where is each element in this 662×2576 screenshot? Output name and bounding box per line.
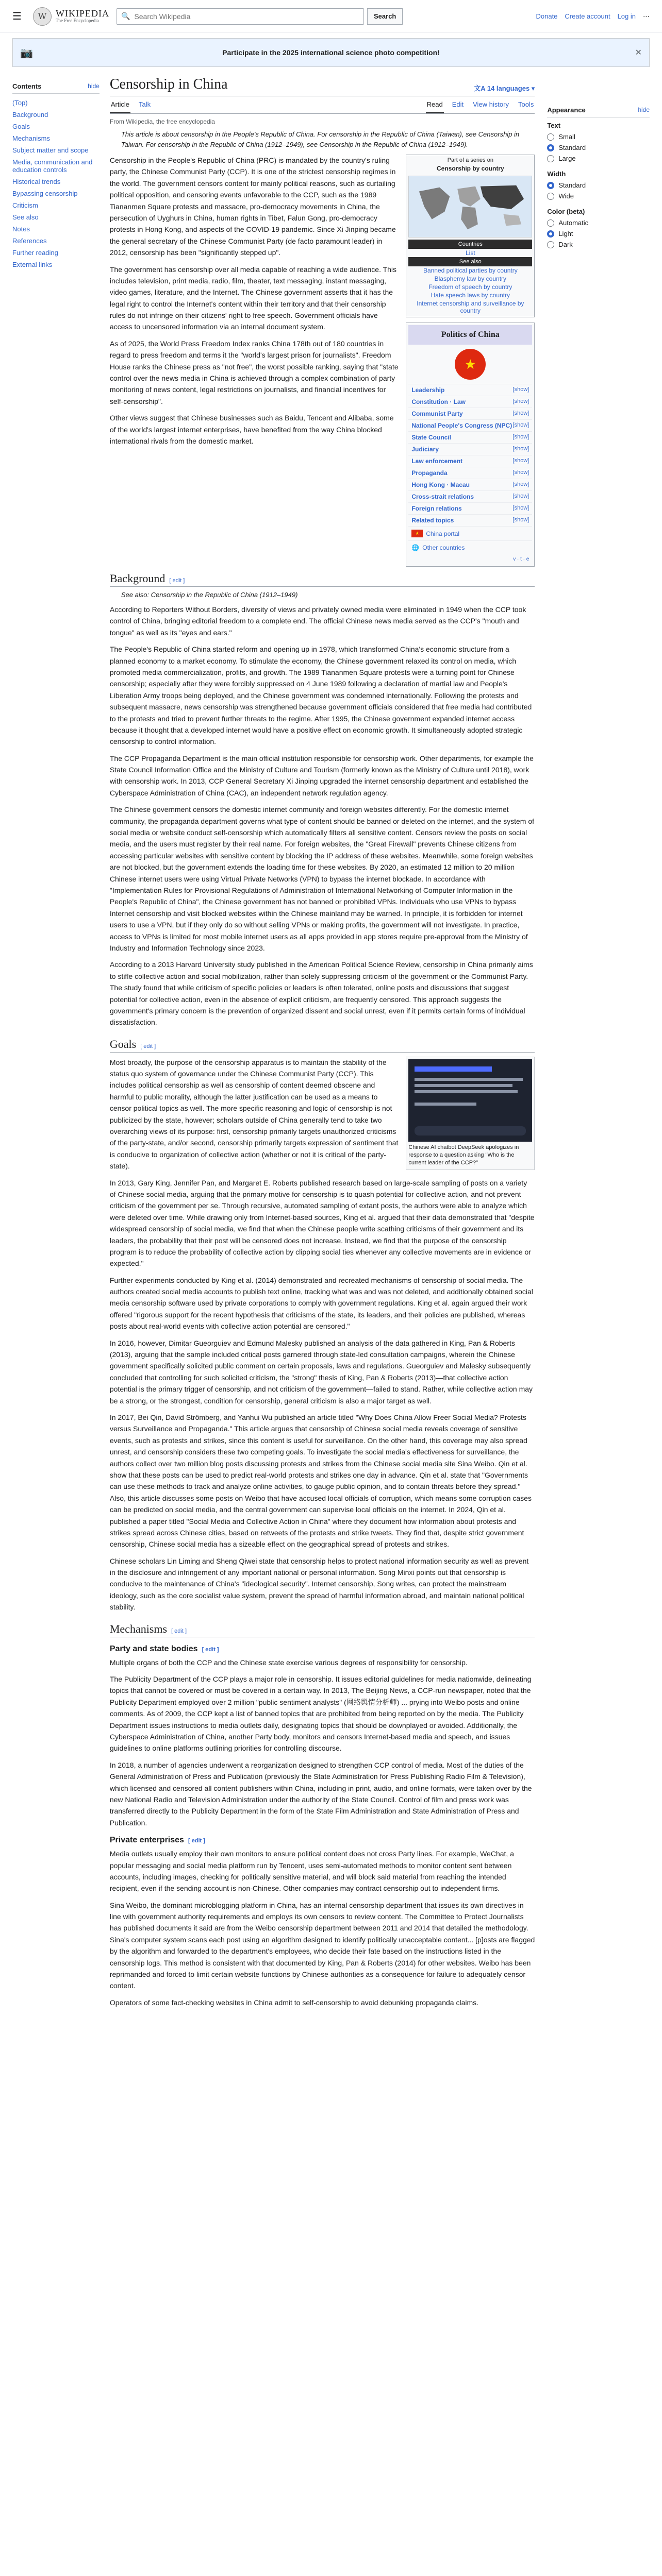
deepseek-screenshot-figure [406, 1057, 535, 1170]
politics-row[interactable] [408, 384, 532, 396]
edit-section-link[interactable]: [ edit ] [188, 1838, 205, 1844]
color-label: Color (beta) [547, 208, 585, 215]
politics-row[interactable] [408, 443, 532, 455]
toc-item[interactable]: Subject matter and scope [12, 146, 89, 154]
radio-button[interactable] [547, 144, 554, 151]
censorship-world-map [408, 176, 532, 238]
politics-of-china-box [406, 323, 535, 567]
radio-label: Automatic [558, 219, 589, 227]
color-option[interactable] [547, 239, 650, 250]
radio-label: Standard [558, 144, 586, 151]
close-icon[interactable]: ✕ [635, 48, 642, 57]
show-toggle[interactable]: [show] [512, 481, 529, 487]
radio-button[interactable] [547, 219, 554, 227]
login-link[interactable]: Log in [617, 12, 636, 20]
tab-edit[interactable]: Edit [452, 100, 464, 108]
toc-item[interactable]: External links [12, 261, 53, 268]
politics-row-label: State Council [411, 434, 452, 441]
show-toggle[interactable]: [show] [512, 410, 529, 416]
series-part-of: Part of a series on [447, 157, 493, 163]
site-notice-banner [12, 38, 650, 67]
background-paragraph: The CCP Propaganda Department is the main official institution responsible for censorship work. Other departments, for example the State Council Information Office and the Ministry of Culture and Tourism (formerly known as the Ministry of Culture until 2018), work with censorship work. In 2013, CCP General Secretary Xi Jinping upgraded the internet censorship department and established the Cyberspace Administration of China (CAC), an independent network regulation agency. [109, 754, 534, 797]
politics-row[interactable] [408, 490, 532, 502]
section-heading-goals: Goals [ edit ] [110, 1038, 535, 1053]
radio-label: Light [558, 230, 573, 238]
politics-row[interactable] [408, 502, 532, 514]
language-button[interactable]: 文A 14 languages ▾ [474, 84, 535, 92]
toc-title: Contents [12, 82, 42, 90]
from-wikipedia-line: From Wikipedia, the free encyclopedia [109, 118, 215, 125]
intro-paragraph: The government has censorship over all media capable of reaching a wide audience. This includes television, print media, radio, film, theater, text messaging, instant messaging, video games, literature, and the Internet. The Chinese government asserts that it has the legal right to control the Internet's content within their territory and that their censorship rules do not infringe on their citizens' right to free speech. Government officials have access to uncensored information via an internal document system. [109, 265, 397, 331]
radio-label: Small [558, 133, 575, 141]
china-flag-icon: ★ [411, 530, 423, 537]
national-emblem-icon: ★ [455, 349, 486, 380]
toc-item[interactable]: Further reading [12, 249, 58, 257]
goals-paragraph: In 2017, Bei Qin, David Strömberg, and Yanhui Wu published an article titled "Why Does China Allow Freer Social Media? Protests versus Surveillance and Propaganda." This article argues that censorship of Chinese social media reveals coverage of sensitive events, such as protests and strikes, since this content is useful for surveillance. On the other hand, this coverage may also spread unrest, and censorship considers these two competing goals. To investigate the social media's effectiveness for surveillance, the authors collect over two million blog posts discussing protests and strikes from the Chinese social media site Sina Weibo. Qin et al. show that these posts can be used to predict real-world protests and strikes one day in advance. Qin et al. state that "Governments can use these methods to track and analyze online activities, to gauge public opinion, and to contain threats before they spread." Also, this article discusses some posts on Weibo that have accused local officials of corruption, which means some corruption cases can be predicted on social media, and the central government can supervise local officials on the internet. In 2024, Qin et al. published a paper titled "Social Media and Collective Action in China" where they document how information about protests and strikes spread across Chinese cities, based on retweets of the protests and strike tweets. They find that, despite strict government censorship, Chinese social media has a sizeable effect on the geographical spread of protests and strikes. [109, 1413, 532, 1549]
sidebox-link[interactable]: Internet censorship and surveillance by country [417, 300, 524, 314]
politics-row-label: Related topics [411, 517, 454, 524]
see-also-bar: See also [408, 257, 532, 266]
politics-row[interactable] [408, 431, 532, 443]
goals-paragraph: Chinese scholars Lin Liming and Sheng Qiwei state that censorship helps to protect national information security as well as prevent in the disclosure and infringement of any important national or personal information. Song Minxi points out that censorship is conducive to the maintenance of China's "ideological security". Internet censorship, Song writes, can protect the mainstream ideology, such as the core socialist value system, prevent the spread of harmful information abroad, and maintain national political stability. [109, 1556, 529, 1612]
radio-label: Standard [558, 181, 586, 189]
toc-item[interactable]: Historical trends [12, 178, 61, 185]
politics-row[interactable] [408, 396, 532, 408]
show-toggle[interactable]: [show] [512, 493, 529, 499]
logo-tagline: The Free Encyclopedia [56, 18, 99, 24]
page-title: Censorship in China [109, 76, 228, 92]
goals-paragraph: Most broadly, the purpose of the censorship apparatus is to maintain the stability of the status quo system of governance under the Chinese Communist Party (CCP). This includes political censorship as well as censorship of content deemed obscene and harmful to public morality, although the latter justification can be used as a means to censor political topics as well. The more specific reasoning and logic of censorship is not publicized by the state, however; scholars outside of China generally tend to take two overarching views of its purpose: first, censorship primarily targets unauthorized criticisms of the party-state, and/or second, censorship primarily targets expression of sentiment that is conducive to organization of collective action (whether or not it is critical of the party-state). [109, 1058, 399, 1171]
tab-read[interactable]: Read [426, 96, 444, 113]
radio-label: Wide [558, 192, 574, 200]
censorship-series-box [406, 155, 535, 317]
see-also-note: See also: Censorship in the Republic of China (1912–1949) [121, 591, 298, 599]
toc-item[interactable]: Mechanisms [12, 134, 50, 142]
text-size-option[interactable] [547, 153, 650, 164]
toc-item[interactable]: References [12, 237, 47, 245]
sidebox-link[interactable]: Banned political parties by country [423, 267, 518, 274]
site-header [0, 0, 662, 33]
politics-row-label: Judiciary [411, 446, 439, 453]
list-link[interactable]: List [465, 249, 475, 257]
politics-row[interactable] [408, 479, 532, 490]
politics-row[interactable] [408, 514, 532, 526]
show-toggle[interactable]: [show] [512, 469, 529, 476]
search-button[interactable]: Search [367, 8, 403, 25]
tab-article[interactable]: Article [110, 96, 130, 113]
show-toggle[interactable]: [show] [512, 398, 529, 404]
width-option[interactable] [547, 191, 650, 201]
main-menu-icon[interactable]: ☰ [12, 11, 22, 22]
intro-paragraph: Other views suggest that Chinese businesses such as Baidu, Tencent and Alibaba, some of the world's largest internet enterprises, have benefited from the way China blocked international rivals from the domestic market. [109, 414, 394, 445]
sidebox-link[interactable]: Blasphemy law by country [434, 275, 507, 282]
more-options-icon[interactable]: ⋯ [643, 12, 650, 20]
banner-text[interactable]: Participate in the 2025 international science photo competition! [222, 48, 440, 57]
politics-title[interactable]: Politics of China [408, 325, 532, 345]
section-heading-mechanisms: Mechanisms [ edit ] [110, 1622, 535, 1637]
tab-talk[interactable]: Talk [138, 100, 151, 108]
appearance-title: Appearance [547, 106, 586, 114]
search-box[interactable] [117, 8, 364, 25]
section-heading-background: Background [ edit ] [110, 572, 535, 587]
wikipedia-logo[interactable] [33, 7, 110, 26]
edit-section-link[interactable]: [ edit ] [202, 1646, 219, 1653]
text-size-option[interactable] [547, 142, 650, 153]
toc-item[interactable]: Criticism [12, 201, 38, 209]
politics-row-label: Law enforcement [411, 457, 463, 465]
show-toggle[interactable]: [show] [512, 457, 529, 464]
politics-row-label: Foreign relations [411, 505, 462, 512]
mechanisms-paragraph: In 2018, a number of agencies underwent a reorganization designed to strengthen CCP control of media. Most of the duties of the General Administration of Press and Publication (previously the State Administration for Press Publishing Radio Film & Television), which licensed and censored all content publishers within China, including in print, audio, and online formats, were taken over by the new National Radio and Television Administration under the authority of the State Council. Control of film and press work was transferred directly to the Publicity Department in the form of the State Film Administration and State Administration of Press and Publication. [109, 1760, 532, 1827]
goals-paragraph: Further experiments conducted by King et al. (2014) demonstrated and recreated mechanisms of censorship of social media. The authors created social media accounts to publish text online, tracking what was and was not deleted, and additionally obtained social media censorship software used by private corporations to comply with government regulations. King et al. again argued their work offered "rigorous support for the recent hypothesis that criticisms of the state, its leaders, and their policies are published, whereas posts about real-world events with collective action potential are censored." [109, 1276, 533, 1331]
mechanisms-paragraph: Sina Weibo, the dominant microblogging platform in China, has an internal censorship department that issues its own directives in line with government authority requirements and employs its own censors to review content. The Committee to Protect Journalists has published documents it said are from the Weibo censorship department between 2011 and 2014 that detailed the methodology. Sina's computer system scans each post using an algorithm designed to identify politically unacceptable content... [p]osts are flagged by the algorithm and forwarded to the department's employees, who decide their fate based on the instructions listed in the censorship logs. This method is consistent with that documented by King, Pan & Roberts (2014) for other websites. Weibo has been reprimanded and forced to limit certain website functions by Chinese authorities as a consequence for failure to adequately censor content. [109, 1901, 535, 1990]
text-size-option[interactable] [547, 131, 650, 142]
show-toggle[interactable]: [show] [512, 434, 529, 440]
intro-paragraph: As of 2025, the World Press Freedom Index ranks China 178th out of 180 countries in regard to press freedom and terms it the "world's largest prison for journalists". Freedom House ranks the Chinese press as "not free", the worst possible ranking, saying that "state control over the news media in China is achieved through a complex combination of party monitoring of news content, legal restrictions on journalists, and financial incentives for self-censorship". [109, 339, 399, 405]
edit-section-link[interactable]: [ edit ] [171, 1628, 187, 1634]
radio-button[interactable] [547, 241, 554, 248]
goals-paragraph: In 2013, Gary King, Jennifer Pan, and Margaret E. Roberts published research based on large-scale sampling of posts on a variety of Chinese social media, arguing that the primary motive for censorship is to quash potential for collective action, and not prevent criticism of the government per se. Through recursive, automated sampling of extant posts, the authors were able to analyze which were deleted over time. While drawing only from Internet-based sources, King et al. argued that their data demonstrated that "despite widespread censorship of social media, we find that when the Chinese people write scathing criticisms of their government and its leaders, the probability that their post will be censored does not increase. Instead, we find that the purpose of the censorship program is to reduce the probability of collective action by clipping social ties whenever any collective movements are in evidence or expected." [109, 1178, 535, 1268]
show-toggle[interactable]: [show] [512, 422, 529, 428]
show-toggle[interactable]: [show] [512, 386, 529, 393]
appearance-hide-button[interactable]: hide [638, 106, 650, 113]
subsection-heading-private-enterprises: Private enterprises [ edit ] [109, 1836, 205, 1845]
tab-tools[interactable]: Tools [518, 100, 534, 108]
mechanisms-paragraph: The Publicity Department of the CCP plays a major role in censorship. It issues editorial guidelines for media nationwide, delineating topics that cannot be covered or must be covered in a certain way. In 2013, The Beijing News, a CCP-run newspaper, noted that the Publicity Department employed over 2 million "public sentiment analysts" (网络舆情分析师) ... prying into Weibo posts and online comments. As of 2009, the CCP kept a list of banned topics that are prohibited from being reported on by the media. The Publicity Department issues instructions to media outlets daily, designating topics that should be downplayed or avoided. Additionally, the Cyberspace Administration of China, another Party body, monitors and censors Internet-based media and speech, and issues guidelines to online platforms outlining priorities for controlling discourse. [109, 1675, 532, 1753]
text-size-label: Text [547, 122, 561, 129]
mechanisms-paragraph: Media outlets usually employ their own monitors to ensure political content does not cross Party lines. For example, WeChat, a popular messaging and social media platform run by Tencent, uses semi-automated methods to monitor content sent between accounts, including images, checking for politically sensitive material, and will block said material from reaching the intended recipient, even if the sending account is non-Chinese. Other companies may contract censorship out to independent firms. [109, 1850, 514, 1893]
show-toggle[interactable]: [show] [512, 446, 529, 452]
politics-row-label: Leadership [411, 386, 445, 394]
edit-section-link[interactable]: [ edit ] [140, 1043, 156, 1049]
politics-row-label: National People's Congress (NPC) [411, 422, 512, 429]
edit-section-link[interactable]: [ edit ] [169, 578, 185, 584]
intro-paragraph: Censorship in the People's Republic of China (PRC) is mandated by the country's ruling party, the Chinese Communist Party (CCP). It is one of the strictest censorship regimes in the world. The government censors content for mainly political reasons, such as curtailing political opposition, and censoring events unfavorable to the CCP, such as the 1989 Tiananmen Square protests and massacre, pro-democracy movements in China, the persecution of Uyghurs in China, human rights in Tibet, Falun Gong, pro-democracy protests in Hong Kong, and aspects of the COVID-19 pandemic. Since Xi Jinping became the general secretary of the Chinese Communist Party (de facto paramount leader) in 2012, censorship has been "significantly stepped up". [109, 156, 396, 257]
radio-button[interactable] [547, 133, 554, 141]
donate-link[interactable]: Donate [536, 12, 558, 20]
countries-bar: Countries [408, 240, 532, 249]
navbox-vte[interactable]: v · t · e [513, 556, 529, 562]
sidebox-link[interactable]: Freedom of speech by country [428, 283, 512, 291]
politics-row[interactable] [408, 455, 532, 467]
camera-icon: 📷 [20, 47, 33, 59]
create-account-link[interactable]: Create account [565, 12, 610, 20]
subsection-heading-party-state: Party and state bodies [ edit ] [109, 1644, 219, 1653]
background-paragraph: The Chinese government censors the domestic internet community and foreign websites differently. For the domestic internet community, the propaganda department governs what type of content should be banned or deleted on the internet, and the system of social media or website conduct self-censorship which automatically filters all sensitive content. Censors review the posts on social media, and the users must register by their real name. For foreign websites, the "Great Firewall" prevents Chinese citizens from accessing particular websites with sensitive content by blocking the IP address of these websites. Meanwhile, some foreign websites are not blocked, but the government extends the loading time for these websites. By 2020, an estimated 12 million to 20 million Chinese internet users were using Virtual Private Networks (VPN) to bypass the internet blockade. In accordance with "Implementation Rules for Provisional Regulations of Administration of International Networking of Computer Information in the People's Republic of China", the Chinese government has not banned or prohibited VPNs. Individuals who use VPNs to bypass Internet censorship and visit blocked websites within the Chinese mainland may be warned. In principle, it is forbidden for internet users to use a VPN, but if they only do so without selling VPNs or making profits, the government will not investigate. In practice, access to VPNs is limited for most mobile internet users as all apps provided in app stores require pre-approval from the Ministry of Industry and Information Technology since 2023. [109, 805, 535, 952]
politics-row-label: Hong Kong · Macau [411, 481, 470, 488]
radio-label: Large [558, 155, 576, 162]
toc-item[interactable]: See also [12, 213, 39, 221]
mechanisms-paragraph: Multiple organs of both the CCP and the Chinese state exercise various degrees of responsibility for censorship. [109, 1658, 468, 1667]
color-option[interactable] [547, 217, 650, 228]
color-option[interactable] [547, 228, 650, 239]
search-input[interactable] [133, 12, 359, 21]
politics-row[interactable] [408, 408, 532, 419]
politics-row-label: Cross-strait relations [411, 493, 474, 500]
background-paragraph: According to a 2013 Harvard University study published in the American Political Science Review, censorship in China primarily aims to stifle collective action and social mobilization, rather than solely suppressing criticism of the government or the Communist Party. The study found that while criticism of specific policies or leaders is often tolerated, online posts and discussions that suggest potential for collective action, even in the absence of explicit criticism, are frequently censored. This approach suggests the government's primary concern is the prevention of organized dissent and social unrest, even if it permits certain forms of individual dissatisfaction. [109, 960, 533, 1027]
appearance-panel [547, 67, 650, 2013]
radio-button[interactable] [547, 182, 554, 189]
series-title[interactable]: Censorship by country [436, 165, 504, 172]
goals-paragraph: In 2016, however, Dimitar Gueorguiev and Edmund Malesky published an analysis of the data gathered in King, Pan & Roberts (2013), arguing that the sample included critical posts garnered through state-led consultation campaigns, wherein the Chinese government specifically solicited public comment on certain proposals, laws and regulations. Gueorguiev and Malesky subsequently concluded that controlling for such solicited criticism, the "strong" thesis of King, Pan & Roberts (2013)—that collective action potential is the primary trigger of censorship, and not criticism of the government—failed to stand. Rather, while collective action may be a strong, or the strongest, condition for censorship, general criticism is also a major target as well. [109, 1338, 533, 1405]
table-of-contents [12, 67, 100, 2013]
deepseek-screenshot-image[interactable] [408, 1059, 532, 1142]
background-paragraph: According to Reporters Without Borders, diversity of views and privately owned media were eliminated in 1949 when the CCP took control of China, bringing editorial freedom to a complete end. The official Chinese news media served as the CCP's "mouth and tongue" as well as its "eyes and ears." [109, 605, 526, 637]
politics-row-label: Constitution · Law [411, 398, 466, 405]
politics-row-label: Propaganda [411, 469, 448, 477]
sidebox-link[interactable]: Hate speech laws by country [431, 292, 510, 299]
show-toggle[interactable]: [show] [512, 517, 529, 523]
politics-row-label: Communist Party [411, 410, 463, 417]
width-label: Width [547, 170, 566, 178]
main-content [110, 67, 535, 2013]
toc-item[interactable]: Notes [12, 225, 30, 233]
other-countries-link[interactable]: Other countries [422, 544, 465, 551]
radio-button[interactable] [547, 230, 554, 238]
figure-caption: Chinese AI chatbot DeepSeek apologizes in response to a question asking "Who is the current leader of the CCP?" [408, 1144, 519, 1166]
logo-wordmark: WIKIPEDIA [56, 8, 109, 19]
politics-row[interactable] [408, 419, 532, 431]
width-option[interactable] [547, 180, 650, 191]
tab-view-history[interactable]: View history [473, 100, 509, 108]
show-toggle[interactable]: [show] [512, 505, 529, 511]
toc-item[interactable]: Goals [12, 123, 30, 130]
toc-item[interactable]: (Top) [12, 99, 28, 107]
toc-item[interactable]: Background [12, 111, 48, 118]
hatnote: This article is about censorship in the People's Republic of China. For censorship in the Republic of China (Taiwan), see Censorship in Taiwan. For censorship in the Republic of China (1912–1949), see Censorship in the Republic of China (1912–1949). [121, 130, 520, 148]
toc-item[interactable]: Media, communication and education controls [12, 158, 93, 174]
search-icon: 🔍 [121, 12, 130, 20]
china-portal-link[interactable]: China portal [426, 530, 460, 537]
radio-button[interactable] [547, 193, 554, 200]
globe-small-icon: 🌐 [411, 544, 420, 551]
globe-icon: W [33, 7, 52, 26]
toc-hide-button[interactable]: hide [88, 82, 100, 90]
background-paragraph: The People's Republic of China started reform and opening up in 1978, which transformed China's economic structure from a planned economy to a market economy. To stimulate the economy, the Chinese government relaxed its control on media, which promoted media commercialization, profits, and growth. The 1989 Tiananmen Square protests were a turning point for Chinese censorship; especially after they were forcibly suppressed on 4 June 1989 following a declaration of martial law and People's Liberation Army troops being deployed, and the Chinese government was condemned internationally. Following the protests and subsequent massacre, news censorship was strengthened because government officials considered that free media had contributed to the protests and tried to prevent further threats to the regime. After 1995, the Chinese government expanded internet access because it thought that a developed internet would have a positive effect on economic growth. It simultaneously adopted strategic censorship to control information. [109, 645, 532, 746]
radio-label: Dark [558, 241, 573, 248]
toc-item[interactable]: Bypassing censorship [12, 190, 78, 197]
mechanisms-paragraph: Operators of some fact-checking websites in China admit to self-censorship to avoid debunking propaganda claims. [109, 1998, 479, 2007]
politics-row[interactable] [408, 467, 532, 479]
radio-button[interactable] [547, 155, 554, 162]
